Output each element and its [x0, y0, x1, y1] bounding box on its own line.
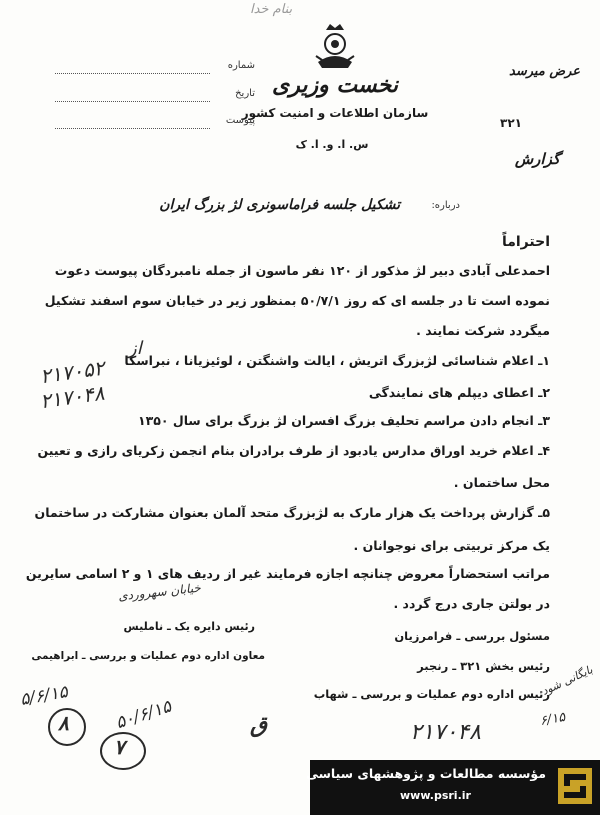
handwritten-item1-note: از — [128, 338, 142, 359]
agenda-item-4: ۴ـ اعلام خرید اوراق مدارس یادبود از طرف برادران بنام انجمن زکریای رازی و تعیین — [37, 443, 550, 458]
handwritten-signature-script: خیابان سهروردی — [117, 580, 202, 604]
signature-dept-head: رئیس اداره دوم عملیات و بررسی ـ شهاب — [313, 687, 550, 701]
handwritten-ref-2: ۲۱۷۰۴۸ — [38, 380, 106, 414]
attachment-field-line — [55, 128, 210, 129]
report-label: گزارش — [514, 150, 560, 168]
lion-and-sun-emblem — [312, 22, 358, 72]
org-code: س. ا. و. ا. ک — [295, 138, 369, 151]
paragraph-line-3: میگردد شرکت نمایند . — [416, 323, 550, 338]
recipient-label: عرض میرسد — [509, 64, 580, 79]
handwritten-date-1: ۵/۶/۱۵ — [18, 681, 70, 711]
handwritten-date-2: ۵۰/۶/۱۵ — [113, 696, 174, 734]
handwritten-archive-note: بایگانی شود — [539, 663, 595, 698]
attachment-label: پیوست — [225, 115, 255, 126]
org-subtitle: سازمان اطلاعات و امنیت کشور — [241, 106, 429, 120]
agenda-item-5-cont: یک مرکز تربیتی برای نوجوانان . — [353, 538, 550, 553]
signature-deputy: معاون اداره دوم عملیات و بررسی ـ ابراهیمی — [31, 650, 265, 662]
handwritten-top-note: بنام خدا — [250, 2, 293, 17]
paragraph-line-1: احمدعلی آبادی دبیر لژ مذکور از ۱۲۰ نفر ماسون از جمله نامبردگان پیوست دعوت — [54, 263, 550, 278]
number-label: شماره — [227, 60, 255, 71]
footer-institute-name: مؤسسه مطالعات و پژوهشهای سیاسی — [305, 766, 546, 781]
signature-reviewer: مسئول بررسی ـ فرامرزیان — [394, 629, 550, 643]
date-label: تاریخ — [235, 88, 255, 99]
agenda-item-3: ۳ـ انجام دادن مراسم تحلیف بزرگ افسران لژ بزرگ برای سال ۱۳۵۰ — [138, 413, 550, 428]
subject-prefix: درباره: — [431, 200, 460, 211]
signature-section-head: رئیس بخش ۳۲۱ ـ رنجبر — [417, 659, 550, 673]
footer-website[interactable]: www.psri.ir — [400, 789, 471, 802]
handwritten-ref-1: ۲۱۷۰۵۲ — [38, 355, 106, 389]
date-field-line — [55, 101, 210, 102]
org-title: نخست وزیری — [272, 72, 398, 98]
agenda-item-4-cont: محل ساختمان . — [453, 475, 550, 490]
institute-logo-icon — [556, 766, 594, 806]
salutation: احتراماً — [501, 234, 550, 250]
office-code: ۳۲۱ — [500, 116, 522, 130]
agenda-item-5: ۵ـ گزارش پرداخت یک هزار مارک به لژبزرگ متحد آلمان بعنوان مشارکت در ساختمان — [34, 505, 550, 520]
closing-line-1: مراتب استحضاراً معروض چنانچه اجازه فرمایند غیر از ردیف های ۱ و ۲ اسامی سایرین — [25, 566, 550, 581]
agenda-item-1: ۱ـ اعلام شناسائی لژبزرگ اتریش ، ایالت واشنگتن ، لوئیزیانا ، نبراسکا — [124, 353, 550, 368]
paragraph-line-2: نموده است تا در جلسه ای که روز ۵۰/۷/۱ بمنظور زیر در خیابان سوم اسفند تشکیل — [44, 293, 550, 308]
handwritten-initials: ق — [250, 712, 268, 738]
handwritten-bottom-ref: ۲۱۷۰۴۸ — [410, 720, 481, 745]
signature-division-head: رئیس دایره یک ـ ناملیس — [123, 620, 255, 633]
circled-number-2: ۷ — [114, 735, 125, 759]
agenda-item-2: ۲ـ اعطای دیپلم های نمایندگی — [368, 385, 550, 400]
number-field-line — [55, 73, 210, 74]
circled-number-1: ۸ — [58, 711, 69, 735]
closing-line-2: در بولتن جاری درج گردد . — [393, 596, 550, 611]
handwritten-date-3: ۶/۱۵ — [538, 709, 567, 730]
subject-line: تشکیل جلسه فراماسونری لژ بزرگ ایران — [159, 197, 400, 213]
